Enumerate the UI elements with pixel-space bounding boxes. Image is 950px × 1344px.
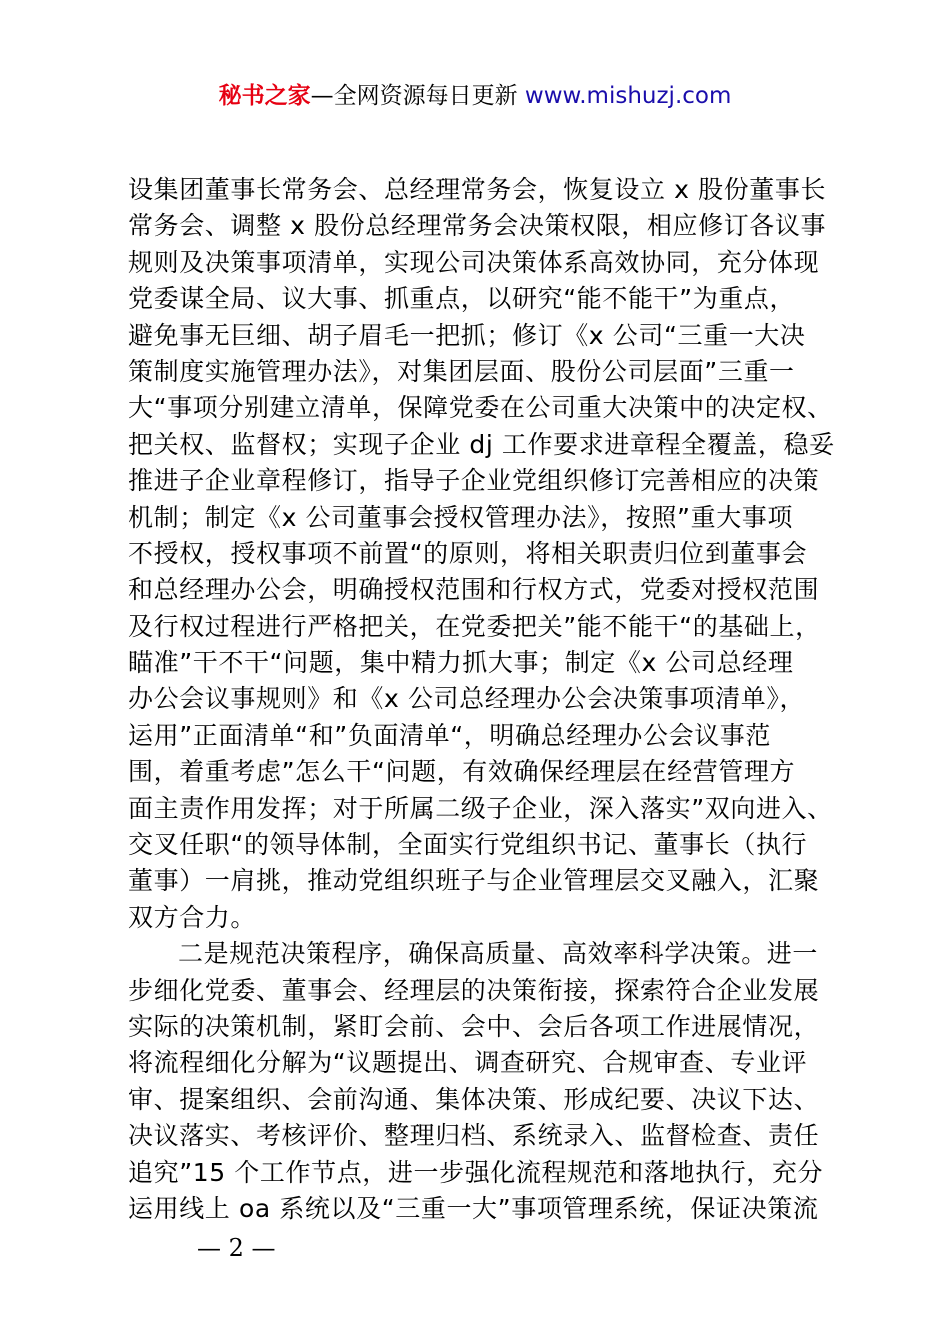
body-line: 瞄准”干不干“问题，集中精力抓大事；制定《x 公司总经理 — [128, 648, 794, 678]
body-line: 办公会议事规则》和《x 公司总经理办公会决策事项清单》， — [128, 684, 806, 714]
body-line: 常务会、调整 x 股份总经理常务会决策权限，相应修订各议事 — [128, 211, 827, 241]
site-header — [0, 80, 950, 112]
body-line: 及行权过程进行严格把关，在党委把关”能不能干“的基础上， — [128, 611, 821, 641]
body-line: 大“事项分别建立清单，保障党委在公司重大决策中的决定权、 — [128, 393, 833, 423]
body-line: 实际的决策机制，紧盯会前、会中、会后各项工作进展情况， — [128, 1011, 820, 1041]
body-line: 面主责作用发挥；对于所属二级子企业，深入落实”双向进入、 — [128, 793, 833, 823]
body-line: 决议落实、考核评价、整理归档、系统录入、监督检查、责任 — [128, 1121, 820, 1151]
body-line: 围，着重考虑”怎么干“问题，有效确保经理层在经营管理方 — [128, 757, 796, 787]
body-line: 运用”正面清单“和”负面清单“，明确总经理办公会议事范 — [128, 720, 772, 750]
body-line: 追究”15 个工作节点，进一步强化流程规范和落地执行，充分 — [128, 1157, 824, 1187]
body-line: 董事）一肩挑，推动党组织班子与企业管理层交叉融入，汇聚 — [128, 866, 820, 896]
document-body — [128, 172, 838, 1227]
paragraph-start-line: 二是规范决策程序，确保高质量、高效率科学决策。进一 — [178, 939, 819, 969]
body-line: 不授权，授权事项不前置“的原则，将相关职责归位到董事会 — [128, 538, 808, 568]
body-line: 避免事无巨细、胡子眉毛一把抓；修订《x 公司“三重一大决 — [128, 320, 806, 350]
brand-name: 秘书之家 — [218, 83, 311, 109]
body-line: 运用线上 oa 系统以及“三重一大”事项管理系统，保证决策流 — [128, 1193, 819, 1223]
body-line: 设集团董事长常务会、总经理常务会，恢复设立 x 股份董事长 — [128, 175, 827, 204]
header-tagline: —全网资源每日更新 — [310, 83, 525, 109]
site-url[interactable]: www.mishuzj.com — [524, 83, 732, 109]
body-line: 将流程细化分解为“议题提出、调查研究、合规审查、专业评 — [128, 1048, 808, 1078]
body-line: 推进子企业章程修订，指导子企业党组织修订完善相应的决策 — [128, 466, 820, 496]
body-line: 和总经理办公会，明确授权范围和行权方式，党委对授权范围 — [128, 575, 820, 605]
page-number: — 2 — — [197, 1234, 276, 1262]
body-line: 党委谋全局、议大事、抓重点，以研究“能不能干”为重点， — [128, 284, 796, 314]
body-line: 双方合力。 — [128, 902, 257, 932]
body-line: 步细化党委、董事会、经理层的决策衔接，探索符合企业发展 — [128, 975, 820, 1005]
body-line: 交叉任职“的领导体制，全面实行党组织书记、董事长（执行 — [128, 830, 808, 860]
body-line: 把关权、监督权；实现子企业 dj 工作要求进章程全覆盖，稳妥 — [128, 429, 835, 459]
body-line: 策制度实施管理办法》，对集团层面、股份公司层面”三重一 — [128, 356, 795, 386]
body-line: 规则及决策事项清单，实现公司决策体系高效协同，充分体现 — [128, 247, 820, 277]
body-line: 机制；制定《x 公司董事会授权管理办法》，按照”重大事项 — [128, 502, 793, 532]
body-line: 审、提案组织、会前沟通、集体决策、形成纪要、决议下达、 — [128, 1084, 820, 1114]
